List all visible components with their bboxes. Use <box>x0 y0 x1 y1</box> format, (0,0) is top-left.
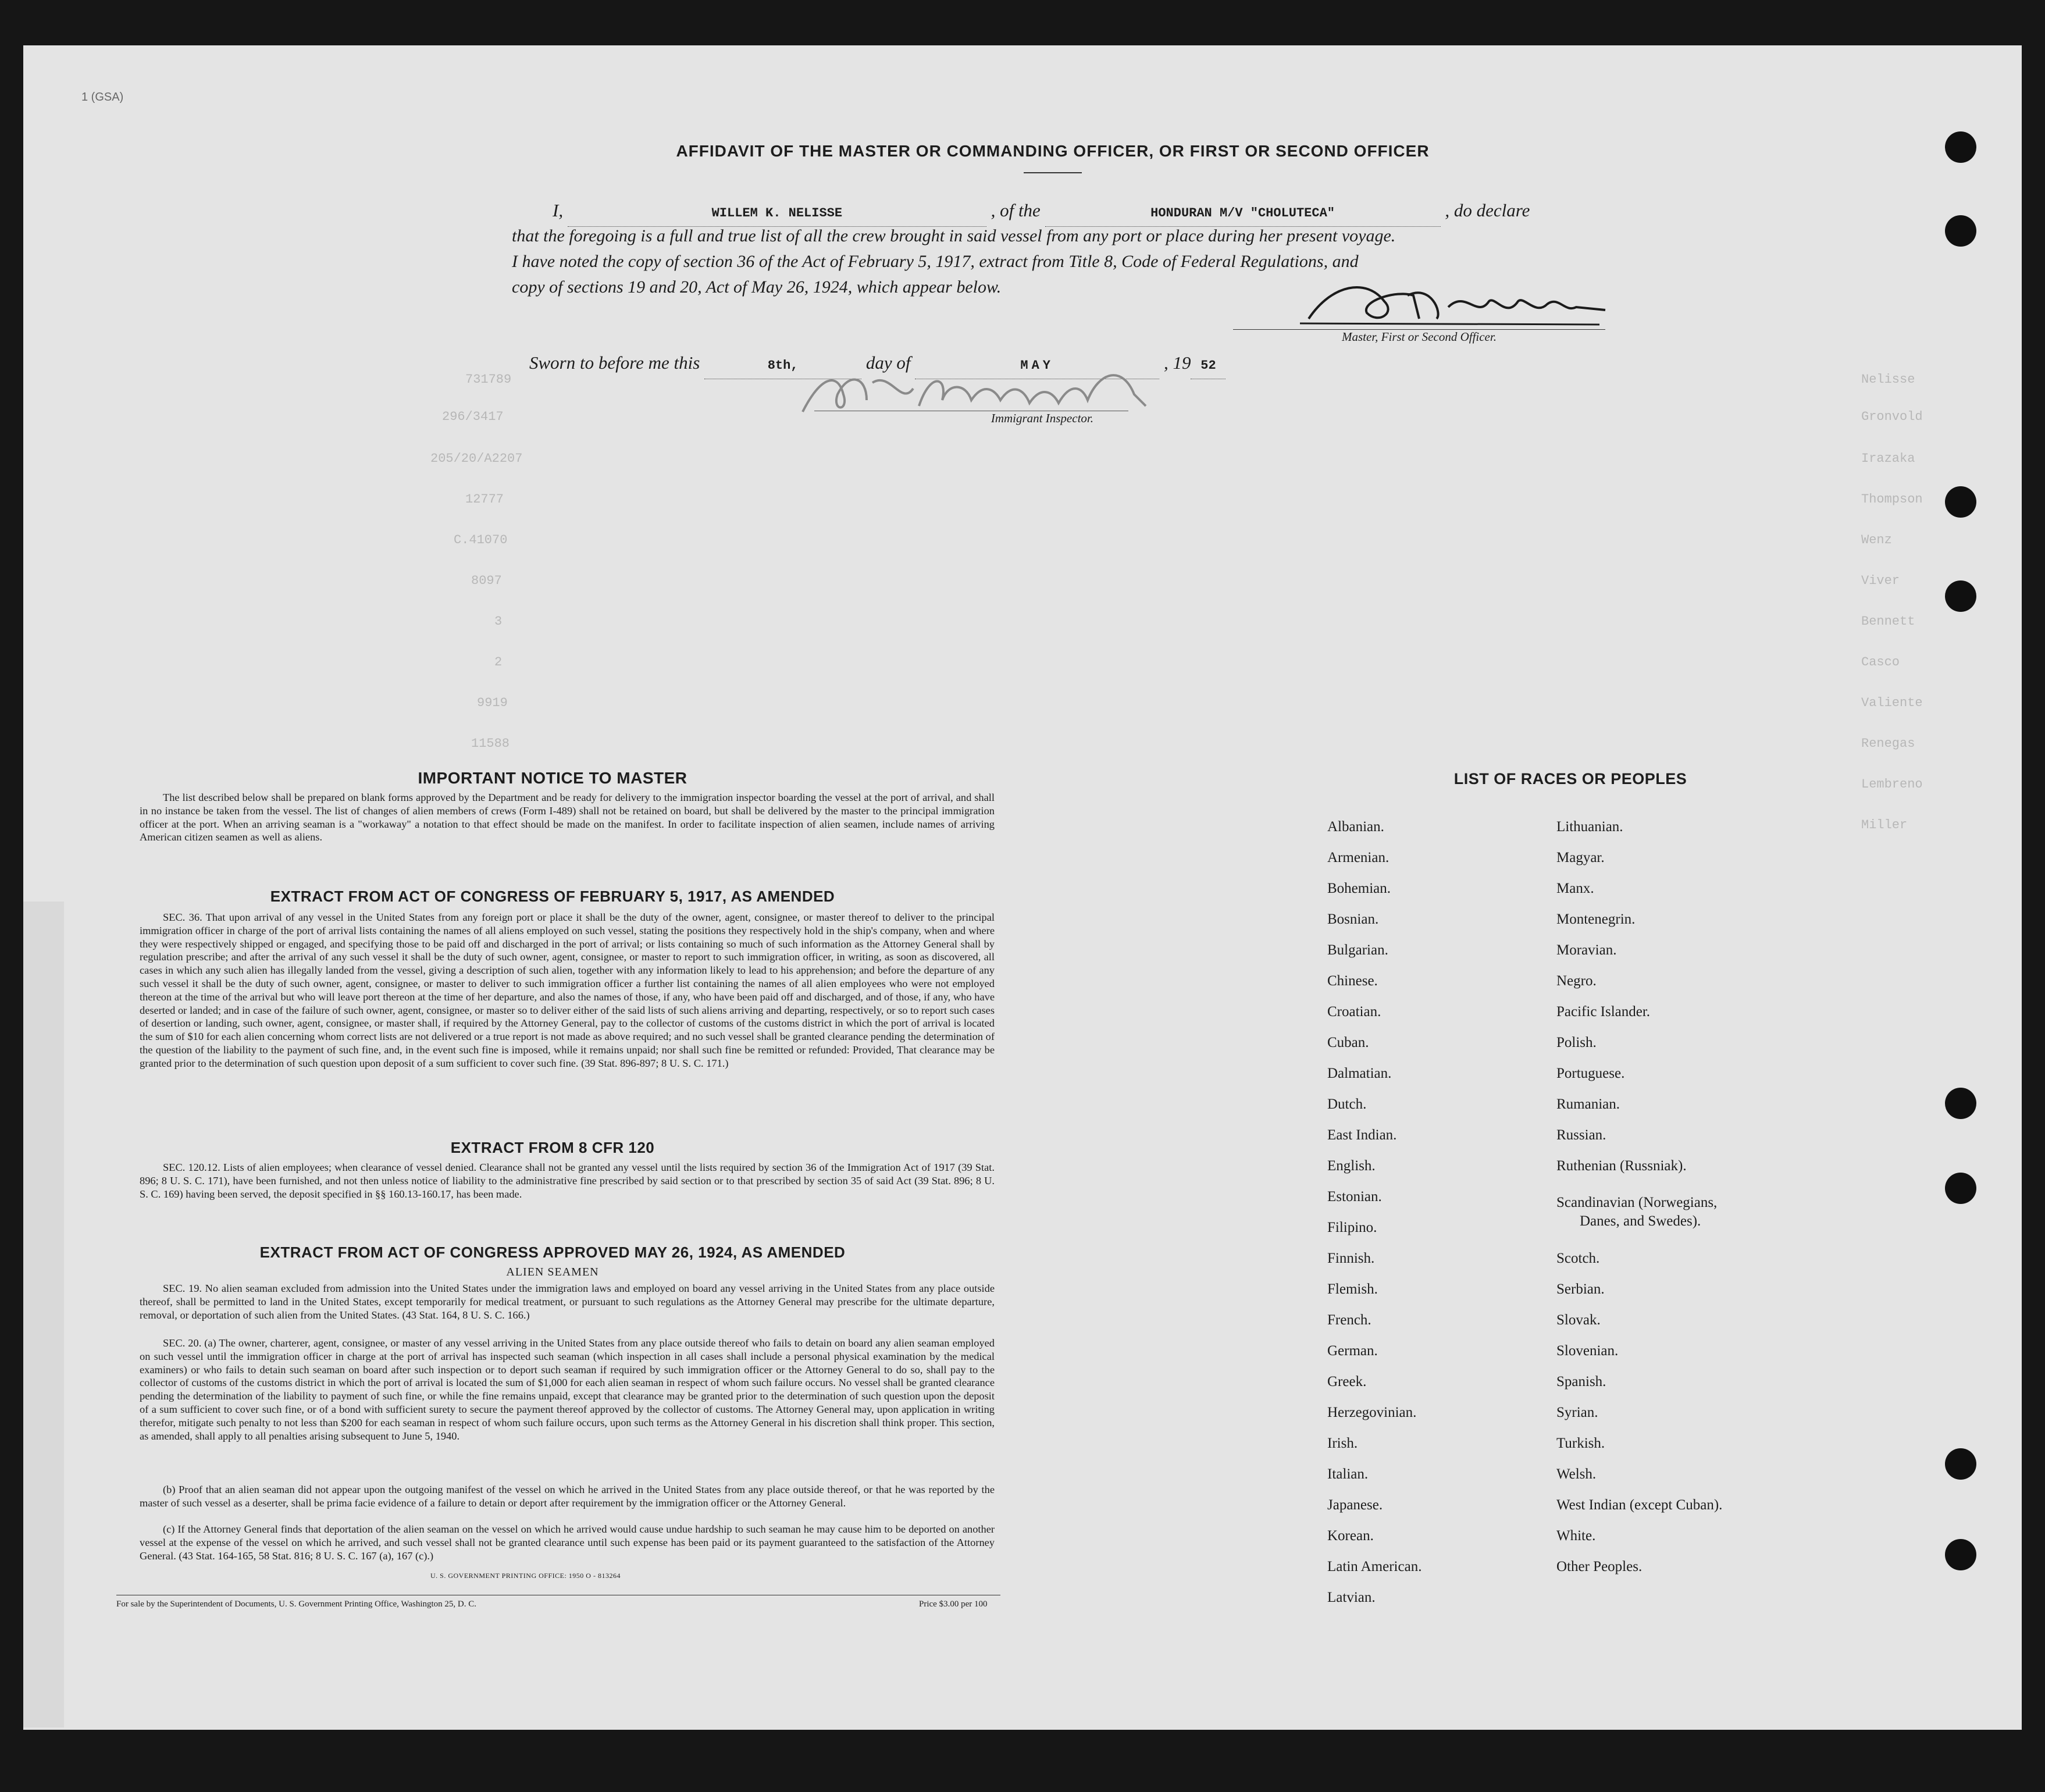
race-item: Moravian. <box>1556 942 1617 958</box>
race-item: Ruthenian (Russniak). <box>1556 1158 1687 1174</box>
declaration-line-1 <box>512 198 1617 227</box>
declaration-line-3: I have noted the copy of section 36 of the Act of February 5, 1917, extract from Title 8, Code of Federal Regulations, and <box>512 252 1359 271</box>
extract-cfr-heading: EXTRACT FROM 8 CFR 120 <box>450 1139 655 1156</box>
affidavit-title: AFFIDAVIT OF THE MASTER OR COMMANDING OFFICER, OR FIRST OR SECOND OFFICER <box>676 142 1430 160</box>
page-edge-tab <box>23 902 64 1727</box>
race-item: Herzegovinian. <box>1327 1405 1417 1420</box>
race-item: Scotch. <box>1556 1251 1600 1266</box>
inspector-caption: Immigrant Inspector. <box>814 411 1128 426</box>
master-name-field: WILLEM K. NELISSE <box>568 201 986 227</box>
race-item: Flemish. <box>1327 1281 1378 1297</box>
bleed-number: 8097 <box>471 573 502 588</box>
year-prefix: , 19 <box>1163 352 1191 373</box>
bleed-name: Viver <box>1861 573 1900 588</box>
bleed-name: Nelisse <box>1861 372 1915 387</box>
bleed-number: 12777 <box>465 492 504 507</box>
race-item: East Indian. <box>1327 1127 1397 1143</box>
bleed-name: Gronvold <box>1861 409 1923 424</box>
race-item: Bohemian. <box>1327 881 1391 896</box>
binder-hole <box>1945 1448 1976 1480</box>
form-number: 1 (GSA) <box>81 91 124 104</box>
binder-hole <box>1945 580 1976 612</box>
printing-office: U. S. GOVERNMENT PRINTING OFFICE: 1950 O - 813264 <box>430 1572 621 1580</box>
race-item: Japanese. <box>1327 1497 1383 1513</box>
race-item: Russian. <box>1556 1127 1606 1143</box>
race-item: German. <box>1327 1343 1378 1359</box>
race-item: Italian. <box>1327 1466 1369 1482</box>
race-item: Welsh. <box>1556 1466 1597 1482</box>
extract-1924-subheading: ALIEN SEAMEN <box>506 1266 599 1278</box>
race-item: Estonian. <box>1327 1189 1382 1205</box>
declaration-line-2: that the foregoing is a full and true list of all the crew brought in said vessel from any port or place during her present voyage. <box>512 226 1396 245</box>
month-field: MAY <box>915 353 1159 379</box>
binder-hole <box>1945 215 1976 247</box>
document-page <box>23 45 2022 1730</box>
bleed-name: Lembreno <box>1861 777 1923 792</box>
declaration-line-4: copy of sections 19 and 20, Act of May 26, 1924, which appear below. <box>512 277 1002 297</box>
race-item: Pacific Islander. <box>1556 1004 1651 1020</box>
race-item: French. <box>1327 1312 1371 1328</box>
bleed-number: 11588 <box>471 736 510 751</box>
year-field: 52 <box>1191 353 1225 379</box>
binder-hole <box>1945 1539 1976 1570</box>
day-of-label: day of <box>865 352 911 373</box>
race-item: West Indian (except Cuban). <box>1556 1497 1723 1513</box>
bleed-name: Irazaka <box>1861 451 1915 466</box>
race-item: Dutch. <box>1327 1096 1367 1112</box>
master-signature <box>1297 278 1611 330</box>
extract-1924-heading: EXTRACT FROM ACT OF CONGRESS APPROVED MAY 26, 1924, AS AMENDED <box>259 1244 846 1261</box>
race-item: Bulgarian. <box>1327 942 1388 958</box>
race-item: Spanish. <box>1556 1374 1606 1390</box>
bleed-number: 2 <box>494 655 503 669</box>
race-item: Croatian. <box>1327 1004 1381 1020</box>
vessel-field: HONDURAN M/V "CHOLUTECA" <box>1045 201 1441 227</box>
bleed-number: 296/3417 <box>442 409 504 424</box>
bleed-name: Valiente <box>1861 696 1923 710</box>
sec-20c-text: (c) If the Attorney General finds that deportation of the alien seaman on the vessel on which he arrived would cause undue hardship to such seaman he may cause him to be deported on another vessel at the expense of the vessel on which he arrived, and such vessel shall not be granted clearance until such expense has been paid or its payment guaranteed to the satisfaction of the Attorney General. (43 Stat. 164-165, 58 Stat. 816; 8 U. S. C. 167 (a), 167 (c).) <box>140 1523 995 1562</box>
bleed-name: Bennett <box>1861 614 1915 629</box>
race-item: Scandinavian (Norwegians, <box>1556 1195 1718 1210</box>
extract-1917-heading: EXTRACT FROM ACT OF CONGRESS OF FEBRUARY 5, 1917, AS AMENDED <box>270 888 835 905</box>
race-item: Dalmatian. <box>1327 1066 1392 1081</box>
for-sale-text: For sale by the Superintendent of Documents, U. S. Government Printing Office, Washington 25, D. C. <box>116 1599 476 1609</box>
race-item: Irish. <box>1327 1435 1358 1451</box>
bleed-name: Casco <box>1861 655 1900 669</box>
bleed-name: Renegas <box>1861 736 1915 751</box>
title-rule <box>1024 172 1082 173</box>
race-item: Slovenian. <box>1556 1343 1619 1359</box>
race-item: Bosnian. <box>1327 911 1379 927</box>
do-declare-label: , do declare <box>1445 200 1530 220</box>
sec-20b-text: (b) Proof that an alien seaman did not appear upon the outgoing manifest of the vessel on which he arrived in the United States from any place outside thereof, or that he was reported by the master of such vessel as a deserter, shall be prima facie evidence of a failure to detain or deport after requirement by the immigration officer or the Attorney General. <box>140 1484 995 1509</box>
race-item: Negro. <box>1556 973 1597 989</box>
race-item: Danes, and Swedes). <box>1580 1213 1701 1229</box>
race-item: Chinese. <box>1327 973 1378 989</box>
sworn-label: Sworn to before me this <box>529 352 700 373</box>
race-item: Latin American. <box>1327 1559 1422 1574</box>
binder-hole <box>1945 486 1976 518</box>
bleed-number: 3 <box>494 614 503 629</box>
race-item: Slovak. <box>1556 1312 1601 1328</box>
extract-cfr-text: SEC. 120.12. Lists of alien employees; when clearance of vessel denied. Clearance shall not be granted any vessel until the lists required by section 36 of the Immigration Act of 1917 (39 Stat. 896; 8 U. S. C. 171), have been furnished, and not then unless notice of liability to the administrative fine prescribed by said section or to that prescribed by section 35 of said Act (39 Stat. 896; 8 U. S. C. 169) having been served, the deposit specified in §§ 160.13-160.17, has been made. <box>140 1162 995 1200</box>
master-caption: Master, First or Second Officer. <box>1233 329 1605 344</box>
race-item: Armenian. <box>1327 850 1390 865</box>
notice-text: The list described below shall be prepared on blank forms approved by the Department and be ready for delivery to the immigration inspector boarding the vessel at the port of arrival, and shall in no instance be taken from the vessel. The list of changes of alien members of crews (Form I-489) shall not be retained on board, but shall be delivered by the master to the principal immigration officer at the port. When an arriving seaman is a "workaway" a notation to that effect should be made on the manifest. In order to facilitate inspection of alien seamen, include names of arriving American citizen seamen as well as aliens. <box>140 792 995 843</box>
notice-heading: IMPORTANT NOTICE TO MASTER <box>418 769 687 787</box>
bleed-name: Wenz <box>1861 533 1892 547</box>
race-item: Finnish. <box>1327 1251 1375 1266</box>
race-item: Portuguese. <box>1556 1066 1625 1081</box>
of-the-label: , of the <box>991 200 1041 220</box>
race-item: Syrian. <box>1556 1405 1598 1420</box>
race-item: English. <box>1327 1158 1376 1174</box>
race-item: Montenegrin. <box>1556 911 1636 927</box>
race-item: Latvian. <box>1327 1590 1376 1605</box>
race-item: Turkish. <box>1556 1435 1605 1451</box>
extract-1917-text: SEC. 36. That upon arrival of any vessel in the United States from any foreign port or place it shall be the duty of the owner, agent, consignee, or master thereof to deliver to the principal immigration officer in charge of the port of arrival lists containing the names of all aliens employed on such vessel, stating the positions they respectively hold in the ship's company, when and where they were respectively shipped or engaged, and specifying those to be paid off and discharged in the port of arrival; or lists containing so much of such information as the Attorney General shall by regulation prescribe; and after the arrival of any such vessel it shall be the duty of such owner, agent, consignee, or master to report to such immigration officer, in writing, as soon as discovered, all cases in which any such alien has illegally landed from the vessel, giving a description of such alien, together with any information likely to lead to his apprehension; and before the departure of any such vessel it shall be the duty of such owner, agent, consignee, or master to deliver to such immigration officer a further list containing the names of all alien employees who were not employed thereon at the time of the arrival but who will leave port thereon at the time of her departure, and also the names of those, if any, who have been paid off and discharged, and of those, if any, who have deserted or landed; and in case of the failure of such owner, agent, consignee, or master so to deliver either of the said lists of such aliens arriving and departing, respectively, or so to report such cases of desertion or landing, such owner, agent, consignee, or master shall, if required by the Attorney General, pay to the collector of customs of the customs district in which the port of arrival is located the sum of $10 for each alien concerning whom correct lists are not delivered or a true report is not made as above required; and no such vessel shall be granted clearance pending the determination of the question of the liability to the payment of such fine, and, in the event such fine is imposed, while it remains unpaid; nor shall such fine be remitted or refunded: Provided, That clearance may be granted prior to the determination of such question upon deposit of a sum sufficient to cover such fine. (39 Stat. 896-897; 8 U. S. C. 171.) <box>140 911 995 1069</box>
binder-hole <box>1945 1088 1976 1119</box>
binder-hole <box>1945 131 1976 163</box>
bleed-number: C.41070 <box>454 533 508 547</box>
bleed-number: 731789 <box>465 372 512 387</box>
binder-hole <box>1945 1173 1976 1204</box>
race-item: Albanian. <box>1327 819 1384 835</box>
race-item: Rumanian. <box>1556 1096 1620 1112</box>
race-item: Polish. <box>1556 1035 1597 1050</box>
race-item: Magyar. <box>1556 850 1605 865</box>
race-item: Manx. <box>1556 881 1594 896</box>
races-heading: LIST OF RACES OR PEOPLES <box>1453 770 1687 788</box>
race-item: Other Peoples. <box>1556 1559 1643 1574</box>
bleed-name: Thompson <box>1861 492 1923 507</box>
race-item: Filipino. <box>1327 1220 1377 1235</box>
i-label: I, <box>553 200 564 220</box>
race-item: Greek. <box>1327 1374 1367 1390</box>
sec-19-text: SEC. 19. No alien seaman excluded from admission into the United States under the immigration laws and employed on board any vessel arriving in the United States from any place outside thereof, shall be permitted to land in the United States, except temporarily for medical treatment, or pursuant to such regulations as the Attorney General may prescribe for the ultimate departure, removal, or deportation of such alien from the United States. (43 Stat. 164, 8 U. S. C. 166.) <box>140 1282 995 1321</box>
day-field: 8th, <box>704 353 861 379</box>
bleed-number: 205/20/A2207 <box>430 451 523 466</box>
bleed-name: Miller <box>1861 818 1908 832</box>
race-item: Cuban. <box>1327 1035 1369 1050</box>
price-text: Price $3.00 per 100 <box>919 1599 988 1609</box>
race-item: Korean. <box>1327 1528 1374 1544</box>
race-item: Serbian. <box>1556 1281 1605 1297</box>
race-item: Lithuanian. <box>1556 819 1623 835</box>
race-item: White. <box>1556 1528 1596 1544</box>
sec-20a-text: SEC. 20. (a) The owner, charterer, agent, consignee, or master of any vessel arriving in the United States from any place outside thereof who fails to detain on board any alien seaman employed on such vessel until the immigration officer in charge at the port of arrival has inspected such seaman (which inspection in all cases shall include a personal physical examination by the medical examiners) or who fails to detain such seaman on board after such inspection or to deport such seaman if required by such immigration officer or the Attorney General to do so, shall pay to the collector of customs of the customs district in which the port of arrival is located the sum of $1,000 for each alien seaman in respect of whom such failure occurs. No vessel shall be granted clearance pending the determination of the liability to payment of such fine, or while the fine remains unpaid, except that clearance may be granted prior to the determination of such question upon the deposit of a sum sufficient to cover such fine, or of a bond with sufficient surety to secure the payment thereof approved by the collector of customs. The Attorney General may, upon application in writing therefor, mitigate such penalty to not less than $200 for each seaman in respect of whom such failure occurs, upon such terms as the Attorney General in his discretion shall think proper. This section, as amended, shall apply to all penalties arising subsequent to June 5, 1940. <box>140 1337 995 1442</box>
bleed-number: 9919 <box>477 696 508 710</box>
